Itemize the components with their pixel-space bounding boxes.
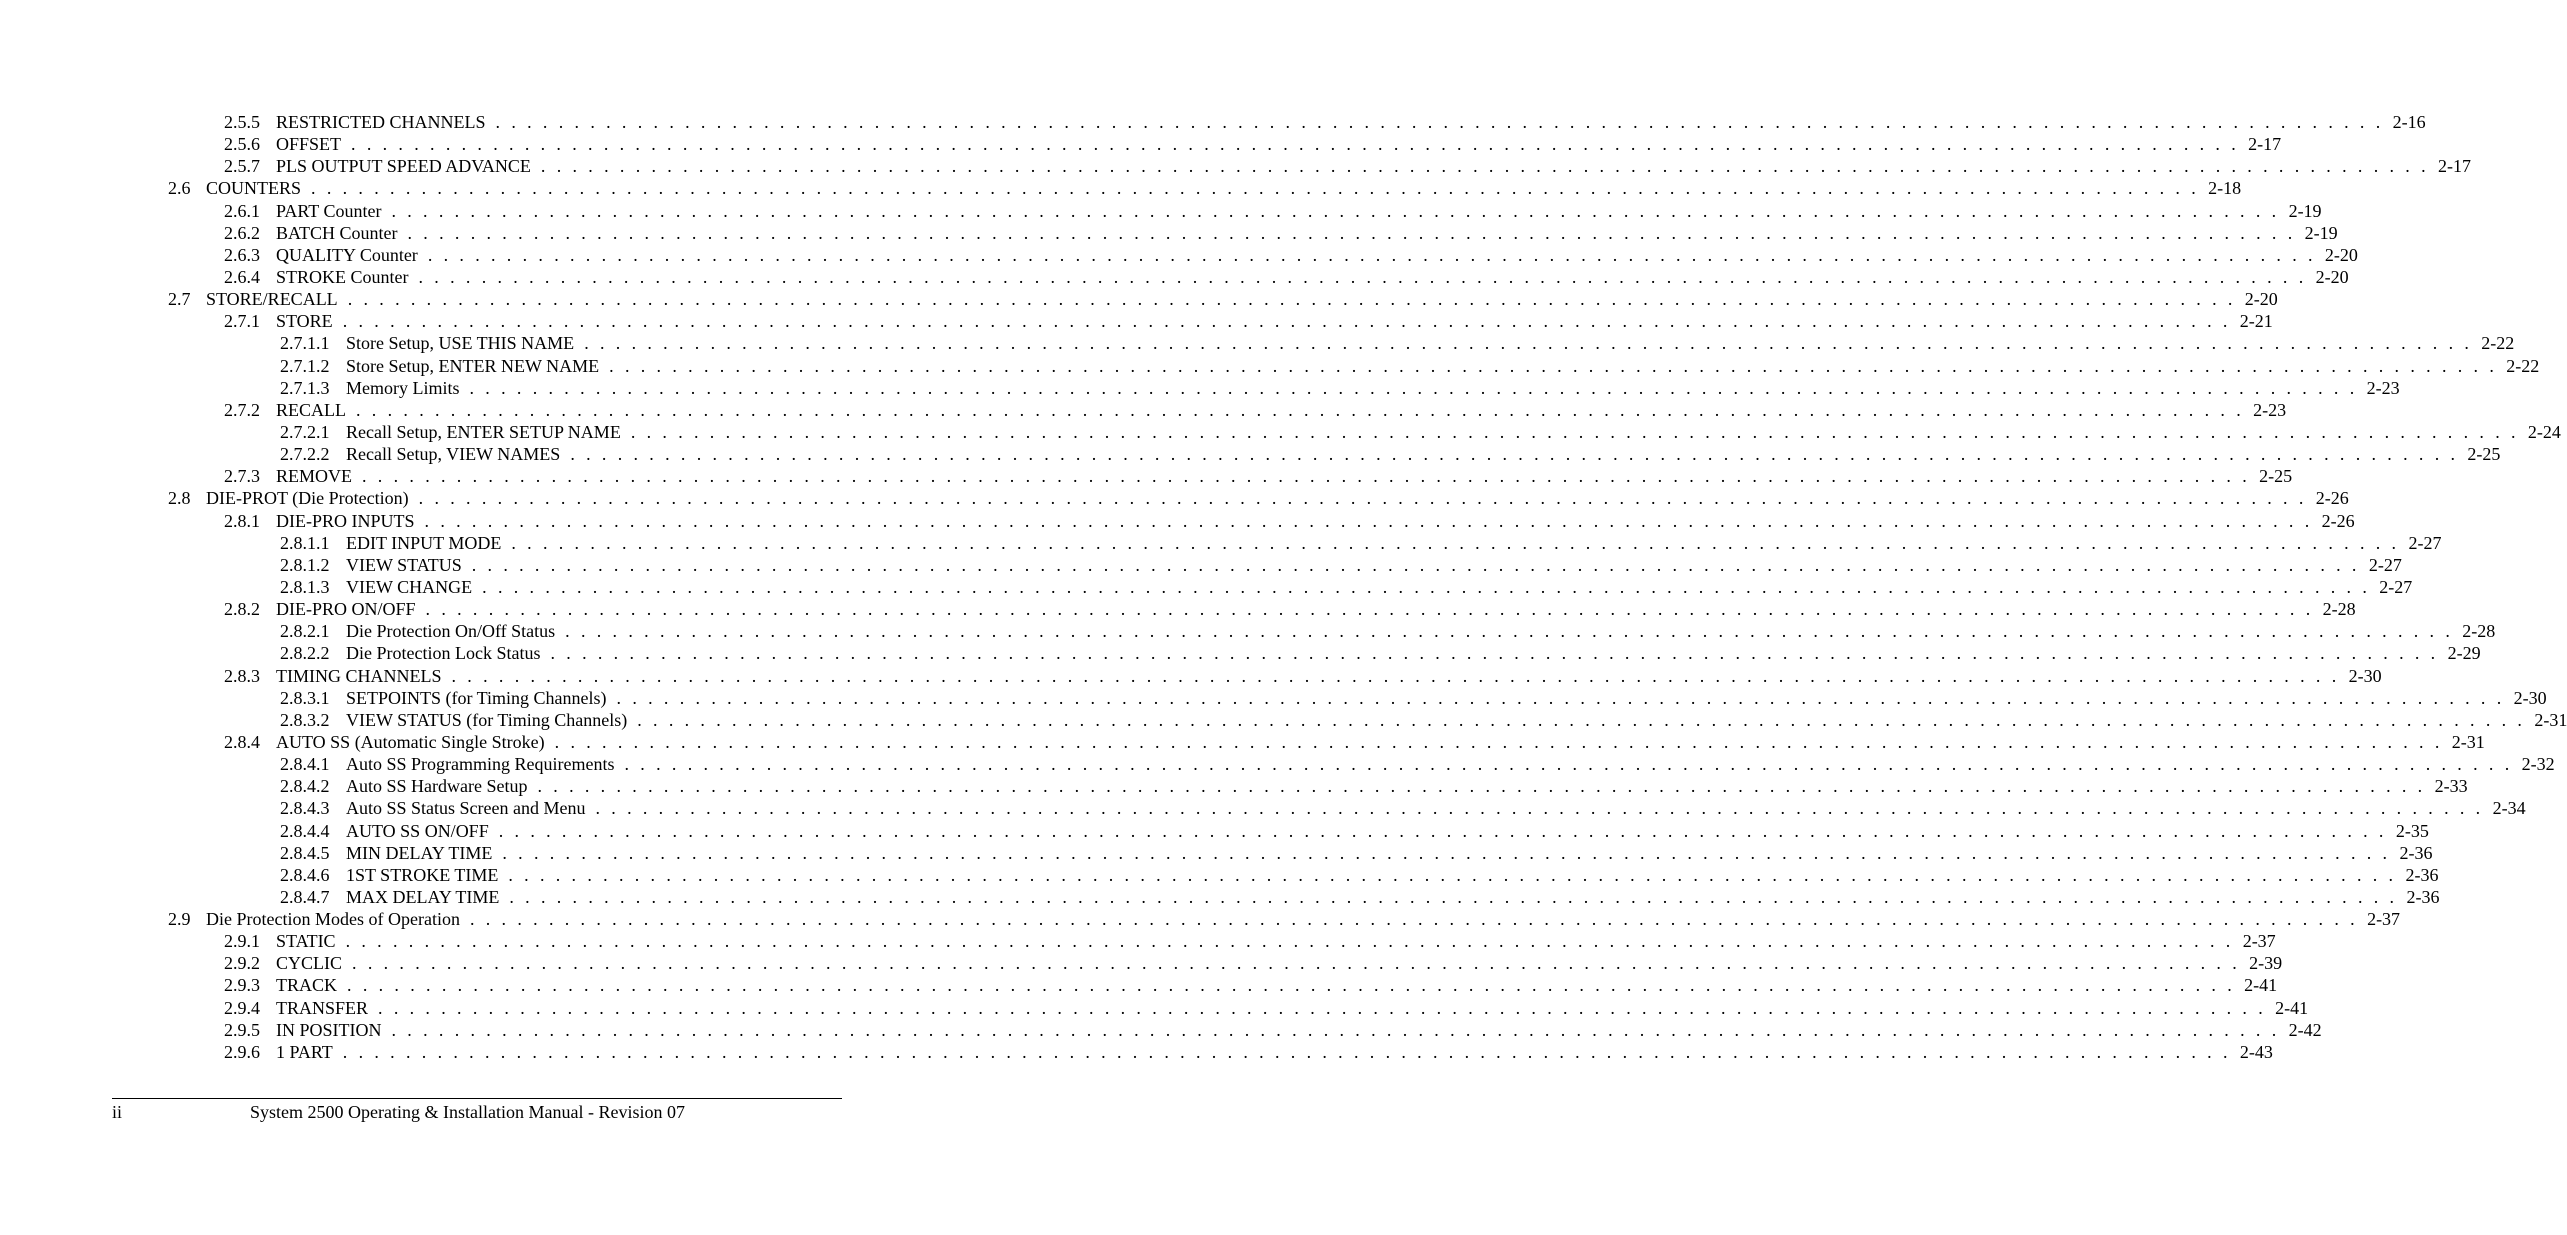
toc-page-number: 2-30	[2348, 665, 2382, 686]
toc-section-number: 2.9	[168, 909, 191, 930]
toc-entry[interactable]	[0, 908, 2401, 930]
toc-entry-line	[224, 731, 2485, 753]
toc-section-number: 2.7.1.3	[280, 377, 330, 398]
toc-section-number: 2.5.5	[224, 112, 260, 132]
toc-section-number: 2.8.1.3	[280, 576, 330, 597]
toc-entry-line	[168, 908, 2401, 930]
toc-page-number: 2-31	[2534, 709, 2567, 730]
toc-entry[interactable]	[0, 642, 2481, 664]
toc-entry-line	[224, 310, 2273, 332]
toc-section-title: Store Setup, USE THIS NAME	[346, 333, 575, 354]
toc-section-number: 2.8.2	[224, 599, 260, 620]
toc-section-title: Recall Setup, ENTER SETUP NAME	[346, 421, 621, 442]
toc-section-title: Store Setup, ENTER NEW NAME	[346, 355, 600, 376]
toc-dot-leader: . . . . . . . . . . . . . . . . . . . . . . . . . . . . . . . . . . . . . . . . . . . . . . . . . . . . . . . . . . . . . . . . . . . . . . . . . . . . . . . . . . . . . . . . . . . . . . . . . . . . . . . . . . . . . . . . . . . . . . . .	[540, 156, 2429, 177]
toc-page-number: 2-17	[2438, 156, 2471, 177]
toc-section-title: CYCLIC	[276, 953, 343, 974]
toc-section-title: RESTRICTED CHANNELS	[276, 112, 486, 132]
toc-section-title: MIN DELAY TIME	[346, 842, 493, 863]
toc-entry-line	[280, 620, 2496, 642]
toc-entry-line	[224, 222, 2338, 244]
toc-section-number: 2.9.4	[224, 997, 260, 1018]
footer-page-number: ii	[112, 1102, 123, 1122]
toc-dot-leader: . . . . . . . . . . . . . . . . . . . . . . . . . . . . . . . . . . . . . . . . . . . . . . . . . . . . . . . . . . . . . . . . . . . . . . . . . . . . . . . . . . . . . . . . . . . . . . . . . . . . . . . . . . . . . . . . . . . . . . . .	[356, 399, 2245, 420]
toc-dot-leader: . . . . . . . . . . . . . . . . . . . . . . . . . . . . . . . . . . . . . . . . . . . . . . . . . . . . . . . . . . . . . . . . . . . . . . . . . . . . . . . . . . . . . . . . . . . . . . . . . . . . . . . . . . . . . . . . . . . . . . . .	[391, 200, 2280, 221]
toc-entry[interactable]	[0, 864, 2439, 886]
toc-entry[interactable]	[0, 355, 2540, 377]
toc-section-title: Auto SS Hardware Setup	[346, 776, 528, 797]
footer-rule	[112, 1098, 842, 1099]
toc-page-number: 2-26	[2315, 488, 2349, 509]
toc-section-title: 1 PART	[276, 1041, 333, 1062]
toc-section-number: 2.6	[168, 178, 191, 199]
toc-dot-leader: . . . . . . . . . . . . . . . . . . . . . . . . . . . . . . . . . . . . . . . . . . . . . . . . . . . . . . . . . . . . . . . . . . . . . . . . . . . . . . . . . . . . . . . . . . . . . . . . . . . . . . . . . . . . . . . . . . . . . . . .	[554, 731, 2443, 752]
toc-entry-line	[224, 399, 2287, 421]
toc-page-number: 2-22	[2481, 333, 2515, 354]
toc-section-number: 2.8.4.7	[280, 886, 330, 907]
toc-entry[interactable]	[0, 399, 2287, 421]
toc-page-number: 2-27	[2408, 532, 2442, 553]
toc-entry[interactable]	[0, 1041, 2273, 1063]
toc-entry[interactable]	[0, 288, 2278, 310]
toc-entry[interactable]	[0, 310, 2273, 332]
toc-entry[interactable]	[0, 377, 2400, 399]
toc-dot-leader: . . . . . . . . . . . . . . . . . . . . . . . . . . . . . . . . . . . . . . . . . . . . . . . . . . . . . . . . . . . . . . . . . . . . . . . . . . . . . . . . . . . . . . . . . . . . . . . . . . . . . . . . . . . . . . . . . . . . . . . .	[537, 776, 2426, 797]
toc-page-number: 2-31	[2451, 731, 2485, 752]
toc-section-title: DIE-PRO ON/OFF	[276, 599, 416, 620]
toc-section-number: 2.8.3	[224, 665, 260, 686]
toc-entry[interactable]	[0, 576, 2413, 598]
toc-page-number: 2-32	[2521, 754, 2555, 775]
toc-page-number: 2-36	[2406, 886, 2440, 907]
toc-entry[interactable]	[0, 200, 2322, 222]
toc-dot-leader: . . . . . . . . . . . . . . . . . . . . . . . . . . . . . . . . . . . . . . . . . . . . . . . . . . . . . . . . . . . . . . . . . . . . . . . . . . . . . . . . . . . . . . . . . . . . . . . . . . . . . . . . . . . . . . . . . . . . . . . .	[609, 355, 2498, 376]
toc-page-number: 2-30	[2513, 687, 2547, 708]
toc-dot-leader: . . . . . . . . . . . . . . . . . . . . . . . . . . . . . . . . . . . . . . . . . . . . . . . . . . . . . . . . . . . . . . . . . . . . . . . . . . . . . . . . . . . . . . . . . . . . . . . . . . . . . . . . . . . . . . . . . . . . . . . .	[418, 266, 2307, 287]
toc-page-number: 2-22	[2506, 355, 2540, 376]
toc-section-number: 2.7.2	[224, 399, 260, 420]
toc-page-number: 2-43	[2239, 1041, 2273, 1062]
toc-section-number: 2.6.2	[224, 222, 260, 243]
toc-section-title: MAX DELAY TIME	[346, 886, 500, 907]
toc-entry-line	[224, 111, 2426, 133]
toc-entry[interactable]	[0, 598, 2356, 620]
toc-section-title: Auto SS Programming Requirements	[346, 754, 615, 775]
toc-section-title: VIEW CHANGE	[346, 576, 473, 597]
toc-section-title: AUTO SS ON/OFF	[346, 820, 489, 841]
toc-entry-line	[224, 1019, 2322, 1041]
toc-dot-leader: . . . . . . . . . . . . . . . . . . . . . . . . . . . . . . . . . . . . . . . . . . . . . . . . . . . . . . . . . . . . . . . . . . . . . . . . . . . . . . . . . . . . . . . . . . . . . . . . . . . . . . . . . . . . . . . . . . . . . . . .	[584, 333, 2473, 354]
toc-entry[interactable]	[0, 820, 2429, 842]
toc-entry[interactable]	[0, 974, 2278, 996]
footer-document-title: System 2500 Operating & Installation Manual - Revision 07	[250, 1102, 685, 1122]
toc-section-number: 2.9.6	[224, 1041, 260, 1062]
toc-section-number: 2.8.1.2	[280, 554, 330, 575]
toc-page-number: 2-42	[2288, 1019, 2322, 1040]
toc-page-number: 2-23	[2366, 377, 2400, 398]
toc-entry[interactable]	[0, 952, 2283, 974]
toc-entry-line	[168, 177, 2242, 199]
toc-page-number: 2-19	[2288, 200, 2322, 221]
toc-entry[interactable]	[0, 532, 2442, 554]
toc-entry-line	[224, 598, 2356, 620]
toc-section-number: 2.8.2.2	[280, 643, 330, 664]
toc-entry-line	[224, 465, 2293, 487]
toc-entry-line	[280, 421, 2561, 443]
toc-section-title: COUNTERS	[206, 178, 302, 199]
toc-section-number: 2.7.1.2	[280, 355, 330, 376]
toc-page-number: 2-23	[2253, 399, 2287, 420]
toc-section-title: TRANSFER	[276, 997, 369, 1018]
toc-section-title: EDIT INPUT MODE	[346, 532, 502, 553]
toc-entry-line	[224, 997, 2309, 1019]
toc-entry-line	[280, 687, 2547, 709]
toc-entry[interactable]	[0, 930, 2276, 952]
toc-entry[interactable]	[0, 1019, 2322, 1041]
toc-entry-line	[280, 443, 2501, 465]
toc-page-number: 2-26	[2321, 510, 2355, 531]
toc-page-number: 2-29	[2447, 643, 2481, 664]
toc-dot-leader: . . . . . . . . . . . . . . . . . . . . . . . . . . . . . . . . . . . . . . . . . . . . . . . . . . . . . . . . . . . . . . . . . . . . . . . . . . . . . . . . . . . . . . . . . . . . . . . . . . . . . . . . . . . . . . . . . . . . . . . .	[451, 665, 2340, 686]
toc-section-title: 1ST STROKE TIME	[346, 864, 499, 885]
toc-section-title: Memory Limits	[346, 377, 460, 398]
toc-page-number: 2-28	[2462, 621, 2496, 642]
toc-section-title: Auto SS Status Screen and Menu	[346, 798, 586, 819]
toc-entry[interactable]	[0, 443, 2501, 465]
toc-section-title: IN POSITION	[276, 1019, 382, 1040]
toc-entry[interactable]	[0, 421, 2561, 443]
toc-section-number: 2.8.1	[224, 510, 260, 531]
toc-entry[interactable]	[0, 687, 2547, 709]
toc-entry[interactable]	[0, 797, 2526, 819]
toc-page-number: 2-36	[2405, 864, 2439, 885]
toc-dot-leader: . . . . . . . . . . . . . . . . . . . . . . . . . . . . . . . . . . . . . . . . . . . . . . . . . . . . . . . . . . . . . . . . . . . . . . . . . . . . . . . . . . . . . . . . . . . . . . . . . . . . . . . . . . . . . . . . . . . . . . . .	[378, 997, 2267, 1018]
toc-page-number: 2-19	[2304, 222, 2338, 243]
toc-entry[interactable]	[0, 177, 2242, 199]
toc-section-number: 2.8.4.1	[280, 754, 330, 775]
toc-entry-line	[280, 532, 2442, 554]
toc-page-number: 2-27	[2379, 576, 2413, 597]
toc-entry[interactable]	[0, 332, 2515, 354]
toc-dot-leader: . . . . . . . . . . . . . . . . . . . . . . . . . . . . . . . . . . . . . . . . . . . . . . . . . . . . . . . . . . . . . . . . . . . . . . . . . . . . . . . . . . . . . . . . . . . . . . . . . . . . . . . . . . . . . . . . . . . . . . . .	[469, 377, 2358, 398]
toc-entry-line	[280, 864, 2439, 886]
toc-dot-leader: . . . . . . . . . . . . . . . . . . . . . . . . . . . . . . . . . . . . . . . . . . . . . . . . . . . . . . . . . . . . . . . . . . . . . . . . . . . . . . . . . . . . . . . . . . . . . . . . . . . . . . . . . . . . . . . . . . . . . . . .	[424, 510, 2313, 531]
toc-entry[interactable]	[0, 775, 2468, 797]
toc-section-number: 2.6.4	[224, 266, 260, 287]
toc-dot-leader: . . . . . . . . . . . . . . . . . . . . . . . . . . . . . . . . . . . . . . . . . . . . . . . . . . . . . . . . . . . . . . . . . . . . . . . . . . . . . . . . . . . . . . . . . . . . . . . . . . . . . . . . . . . . . . . . . . . . . . . .	[345, 931, 2234, 952]
toc-section-title: Die Protection Lock Status	[346, 643, 541, 664]
toc-page-number: 2-34	[2492, 798, 2526, 819]
toc-entry-line	[224, 244, 2358, 266]
toc-entry[interactable]	[0, 753, 2555, 775]
toc-dot-leader: . . . . . . . . . . . . . . . . . . . . . . . . . . . . . . . . . . . . . . . . . . . . . . . . . . . . . . . . . . . . . . . . . . . . . . . . . . . . . . . . . . . . . . . . . . . . . . . . . . . . . . . . . . . . . . . . . . . . . . . .	[595, 798, 2484, 819]
toc-section-title: BATCH Counter	[276, 222, 398, 243]
toc-section-number: 2.9.3	[224, 975, 260, 996]
toc-dot-leader: . . . . . . . . . . . . . . . . . . . . . . . . . . . . . . . . . . . . . . . . . . . . . . . . . . . . . . . . . . . . . . . . . . . . . . . . . . . . . . . . . . . . . . . . . . . . . . . . . . . . . . . . . . . . . . . . . . . . . . . .	[342, 311, 2231, 332]
toc-entry[interactable]	[0, 554, 2402, 576]
toc-section-number: 2.7.2.1	[280, 421, 330, 442]
toc-entry-line	[280, 820, 2429, 842]
toc-section-title: DIE-PROT (Die Protection)	[206, 488, 409, 509]
toc-dot-leader: . . . . . . . . . . . . . . . . . . . . . . . . . . . . . . . . . . . . . . . . . . . . . . . . . . . . . . . . . . . . . . . . . . . . . . . . . . . . . . . . . . . . . . . . . . . . . . . . . . . . . . . . . . . . . . . . . . . . . . . .	[391, 1019, 2280, 1040]
toc-entry-line	[280, 753, 2555, 775]
toc-dot-leader: . . . . . . . . . . . . . . . . . . . . . . . . . . . . . . . . . . . . . . . . . . . . . . . . . . . . . . . . . . . . . . . . . . . . . . . . . . . . . . . . . . . . . . . . . . . . . . . . . . . . . . . . . . . . . . . . . . . . . . . .	[352, 953, 2241, 974]
toc-entry-line	[280, 842, 2433, 864]
toc-section-number: 2.8.4.5	[280, 842, 330, 863]
toc-section-number: 2.8.3.2	[280, 709, 330, 730]
toc-section-title: STATIC	[276, 931, 336, 952]
toc-dot-leader: . . . . . . . . . . . . . . . . . . . . . . . . . . . . . . . . . . . . . . . . . . . . . . . . . . . . . . . . . . . . . . . . . . . . . . . . . . . . . . . . . . . . . . . . . . . . . . . . . . . . . . . . . . . . . . . . . . . . . . . .	[362, 466, 2251, 487]
toc-section-number: 2.8	[168, 488, 191, 509]
toc-dot-leader: . . . . . . . . . . . . . . . . . . . . . . . . . . . . . . . . . . . . . . . . . . . . . . . . . . . . . . . . . . . . . . . . . . . . . . . . . . . . . . . . . . . . . . . . . . . . . . . . . . . . . . . . . . . . . . . . . . . . . . . .	[347, 289, 2236, 310]
toc-entry[interactable]	[0, 266, 2349, 288]
toc-section-number: 2.7.1	[224, 311, 260, 332]
toc-page-number: 2-24	[2527, 421, 2561, 442]
toc-dot-leader: . . . . . . . . . . . . . . . . . . . . . . . . . . . . . . . . . . . . . . . . . . . . . . . . . . . . . . . . . . . . . . . . . . . . . . . . . . . . . . . . . . . . . . . . . . . . . . . . . . . . . . . . . . . . . . . . . . . . . . . .	[550, 643, 2439, 664]
toc-dot-leader: . . . . . . . . . . . . . . . . . . . . . . . . . . . . . . . . . . . . . . . . . . . . . . . . . . . . . . . . . . . . . . . . . . . . . . . . . . . . . . . . . . . . . . . . . . . . . . . . . . . . . . . . . . . . . . . . . . . . . . . .	[469, 909, 2359, 930]
toc-entry-line	[224, 510, 2355, 532]
toc-section-title: QUALITY Counter	[276, 244, 418, 265]
toc-entry[interactable]	[0, 665, 2382, 687]
toc-page-number: 2-16	[2392, 112, 2426, 132]
toc-dot-leader: . . . . . . . . . . . . . . . . . . . . . . . . . . . . . . . . . . . . . . . . . . . . . . . . . . . . . . . . . . . . . . . . . . . . . . . . . . . . . . . . . . . . . . . . . . . . . . . . . . . . . . . . . . . . . . . . . . . . . . . .	[624, 754, 2513, 775]
toc-dot-leader: . . . . . . . . . . . . . . . . . . . . . . . . . . . . . . . . . . . . . . . . . . . . . . . . . . . . . . . . . . . . . . . . . . . . . . . . . . . . . . . . . . . . . . . . . . . . . . . . . . . . . . . . . . . . . . . . . . . . . . . .	[565, 621, 2454, 642]
toc-entry-line	[280, 886, 2440, 908]
toc-dot-leader: . . . . . . . . . . . . . . . . . . . . . . . . . . . . . . . . . . . . . . . . . . . . . . . . . . . . . . . . . . . . . . . . . . . . . . . . . . . . . . . . . . . . . . . . . . . . . . . . . . . . . . . . . . . . . . . . . . . . . . . .	[509, 886, 2398, 907]
toc-entry[interactable]	[0, 133, 2282, 155]
toc-page-number: 2-33	[2434, 776, 2468, 797]
toc-entry-line	[280, 576, 2413, 598]
toc-dot-leader: . . . . . . . . . . . . . . . . . . . . . . . . . . . . . . . . . . . . . . . . . . . . . . . . . . . . . . . . . . . . . . . . . . . . . . . . . . . . . . . . . . . . . . . . . . . . . . . . . . . . . . . . . . . . . . . . . . . . . . . .	[427, 244, 2316, 265]
toc-dot-leader: . . . . . . . . . . . . . . . . . . . . . . . . . . . . . . . . . . . . . . . . . . . . . . . . . . . . . . . . . . . . . . . . . . . . . . . . . . . . . . . . . . . . . . . . . . . . . . . . . . . . . . . . . . . . . . . . . . . . . . . .	[630, 421, 2519, 442]
toc-page-number: 2-28	[2322, 599, 2356, 620]
toc-entry-line	[168, 288, 2278, 310]
toc-page-number: 2-37	[2367, 909, 2401, 930]
toc-dot-leader: . . . . . . . . . . . . . . . . . . . . . . . . . . . . . . . . . . . . . . . . . . . . . . . . . . . . . . . . . . . . . . . . . . . . . . . . . . . . . . . . . . . . . . . . . . . . . . . . . . . . . . . . . . . . . . . . . . . . . . . .	[637, 709, 2526, 730]
toc-entry-line	[224, 665, 2382, 687]
toc-page-number: 2-37	[2242, 931, 2276, 952]
toc-entry-line	[224, 266, 2349, 288]
toc-section-number: 2.6.1	[224, 200, 260, 221]
toc-section-number: 2.6.3	[224, 244, 260, 265]
toc-entry-line	[224, 200, 2322, 222]
toc-dot-leader: . . . . . . . . . . . . . . . . . . . . . . . . . . . . . . . . . . . . . . . . . . . . . . . . . . . . . . . . . . . . . . . . . . . . . . . . . . . . . . . . . . . . . . . . . . . . . . . . . . . . . . . . . . . . . . . . . . . . . . . .	[502, 842, 2391, 863]
toc-page-number: 2-17	[2248, 134, 2282, 155]
toc-page-number: 2-25	[2259, 466, 2293, 487]
toc-section-number: 2.9.2	[224, 953, 260, 974]
toc-section-title: SETPOINTS (for Timing Channels)	[346, 687, 607, 708]
toc-section-number: 2.8.4	[224, 731, 260, 752]
toc-dot-leader: . . . . . . . . . . . . . . . . . . . . . . . . . . . . . . . . . . . . . . . . . . . . . . . . . . . . . . . . . . . . . . . . . . . . . . . . . . . . . . . . . . . . . . . . . . . . . . . . . . . . . . . . . . . . . . . . . . . . . . . .	[418, 488, 2307, 509]
toc-section-title: DIE-PRO INPUTS	[276, 510, 415, 531]
toc-section-number: 2.9.1	[224, 931, 260, 952]
toc-section-number: 2.8.4.4	[280, 820, 330, 841]
toc-page-number: 2-27	[2368, 554, 2402, 575]
toc-section-title: STROKE Counter	[276, 266, 409, 287]
toc-section-title: VIEW STATUS (for Timing Channels)	[346, 709, 628, 730]
toc-section-title: Die Protection Modes of Operation	[206, 909, 460, 930]
toc-entry-line	[224, 1041, 2273, 1063]
toc-dot-leader: . . . . . . . . . . . . . . . . . . . . . . . . . . . . . . . . . . . . . . . . . . . . . . . . . . . . . . . . . . . . . . . . . . . . . . . . . . . . . . . . . . . . . . . . . . . . . . . . . . . . . . . . . . . . . . . . . . . . . . . .	[407, 222, 2296, 243]
toc-entry[interactable]	[0, 886, 2440, 908]
toc-page-number: 2-20	[2324, 244, 2358, 265]
toc-section-title: Die Protection On/Off Status	[346, 621, 556, 642]
toc-entry-line	[280, 775, 2468, 797]
toc-entry[interactable]	[0, 731, 2485, 753]
toc-section-title: STORE/RECALL	[206, 289, 338, 310]
toc-entry[interactable]	[0, 487, 2349, 509]
toc-dot-leader: . . . . . . . . . . . . . . . . . . . . . . . . . . . . . . . . . . . . . . . . . . . . . . . . . . . . . . . . . . . . . . . . . . . . . . . . . . . . . . . . . . . . . . . . . . . . . . . . . . . . . . . . . . . . . . . . . . . . . . . .	[511, 532, 2400, 553]
toc-entry[interactable]	[0, 510, 2355, 532]
toc-entry[interactable]	[0, 709, 2567, 731]
toc-entry-line	[224, 952, 2283, 974]
toc-page-number: 2-25	[2467, 444, 2501, 465]
table-of-contents	[0, 111, 2567, 1063]
toc-entry[interactable]	[0, 111, 2426, 133]
toc-entry-line	[280, 642, 2481, 664]
toc-entry[interactable]	[0, 465, 2293, 487]
toc-section-title: PART Counter	[276, 200, 382, 221]
toc-dot-leader: . . . . . . . . . . . . . . . . . . . . . . . . . . . . . . . . . . . . . . . . . . . . . . . . . . . . . . . . . . . . . . . . . . . . . . . . . . . . . . . . . . . . . . . . . . . . . . . . . . . . . . . . . . . . . . . . . . . . . . . .	[311, 178, 2200, 199]
toc-section-title: RECALL	[276, 399, 346, 420]
toc-section-title: Recall Setup, VIEW NAMES	[346, 444, 561, 465]
toc-dot-leader: . . . . . . . . . . . . . . . . . . . . . . . . . . . . . . . . . . . . . . . . . . . . . . . . . . . . . . . . . . . . . . . . . . . . . . . . . . . . . . . . . . . . . . . . . . . . . . . . . . . . . . . . . . . . . . . . . . . . . . . .	[425, 599, 2314, 620]
toc-page-number: 2-39	[2249, 953, 2283, 974]
toc-section-title: PLS OUTPUT SPEED ADVANCE	[276, 156, 531, 177]
toc-section-number: 2.5.6	[224, 134, 260, 155]
toc-page-number: 2-35	[2395, 820, 2429, 841]
toc-dot-leader: . . . . . . . . . . . . . . . . . . . . . . . . . . . . . . . . . . . . . . . . . . . . . . . . . . . . . . . . . . . . . . . . . . . . . . . . . . . . . . . . . . . . . . . . . . . . . . . . . . . . . . . . . . . . . . . . . . . . . . . .	[508, 864, 2397, 885]
toc-entry-line	[280, 554, 2402, 576]
toc-section-number: 2.8.3.1	[280, 687, 330, 708]
toc-page-number: 2-41	[2275, 997, 2309, 1018]
toc-section-number: 2.8.4.3	[280, 798, 330, 819]
toc-entry-line	[168, 487, 2349, 509]
toc-section-title: TIMING CHANNELS	[276, 665, 442, 686]
toc-entry[interactable]	[0, 155, 2471, 177]
toc-page-number: 2-20	[2244, 289, 2278, 310]
toc-section-title: TRACK	[276, 975, 338, 996]
toc-dot-leader: . . . . . . . . . . . . . . . . . . . . . . . . . . . . . . . . . . . . . . . . . . . . . . . . . . . . . . . . . . . . . . . . . . . . . . . . . . . . . . . . . . . . . . . . . . . . . . . . . . . . . . . . . . . . . . . . . . . . . . . .	[342, 1041, 2231, 1062]
toc-section-number: 2.7.1.1	[280, 333, 330, 354]
toc-page-number: 2-36	[2399, 842, 2433, 863]
toc-section-title: OFFSET	[276, 134, 342, 155]
toc-dot-leader: . . . . . . . . . . . . . . . . . . . . . . . . . . . . . . . . . . . . . . . . . . . . . . . . . . . . . . . . . . . . . . . . . . . . . . . . . . . . . . . . . . . . . . . . . . . . . . . . . . . . . . . . . . . . . . . . . . . . . . . .	[570, 444, 2459, 465]
toc-section-number: 2.7	[168, 289, 191, 310]
toc-entry[interactable]	[0, 997, 2309, 1019]
toc-entry-line	[280, 377, 2400, 399]
toc-dot-leader: . . . . . . . . . . . . . . . . . . . . . . . . . . . . . . . . . . . . . . . . . . . . . . . . . . . . . . . . . . . . . . . . . . . . . . . . . . . . . . . . . . . . . . . . . . . . . . . . . . . . . . . . . . . . . . . . . . . . . . . .	[495, 112, 2384, 132]
toc-entry-line	[280, 332, 2515, 354]
toc-section-title: REMOVE	[276, 466, 352, 487]
toc-page-number: 2-41	[2244, 975, 2278, 996]
toc-entry[interactable]	[0, 222, 2338, 244]
toc-section-number: 2.8.1.1	[280, 532, 330, 553]
toc-entry-line	[224, 974, 2278, 996]
toc-entry-line	[224, 155, 2471, 177]
toc-dot-leader: . . . . . . . . . . . . . . . . . . . . . . . . . . . . . . . . . . . . . . . . . . . . . . . . . . . . . . . . . . . . . . . . . . . . . . . . . . . . . . . . . . . . . . . . . . . . . . . . . . . . . . . . . . . . . . . . . . . . . . . .	[482, 576, 2371, 597]
toc-page-number: 2-20	[2315, 266, 2349, 287]
toc-section-number: 2.8.4.6	[280, 864, 330, 885]
toc-dot-leader: . . . . . . . . . . . . . . . . . . . . . . . . . . . . . . . . . . . . . . . . . . . . . . . . . . . . . . . . . . . . . . . . . . . . . . . . . . . . . . . . . . . . . . . . . . . . . . . . . . . . . . . . . . . . . . . . . . . . . . . .	[498, 820, 2387, 841]
toc-section-number: 2.7.3	[224, 466, 260, 487]
toc-entry-line	[280, 355, 2540, 377]
toc-section-number: 2.8.2.1	[280, 621, 330, 642]
toc-section-number: 2.5.7	[224, 156, 260, 177]
toc-entry[interactable]	[0, 842, 2433, 864]
toc-entry[interactable]	[0, 244, 2358, 266]
toc-section-title: AUTO SS (Automatic Single Stroke)	[276, 731, 545, 752]
toc-entry-line	[280, 797, 2526, 819]
toc-dot-leader: . . . . . . . . . . . . . . . . . . . . . . . . . . . . . . . . . . . . . . . . . . . . . . . . . . . . . . . . . . . . . . . . . . . . . . . . . . . . . . . . . . . . . . . . . . . . . . . . . . . . . . . . . . . . . . . . . . . . . . . .	[351, 134, 2240, 155]
toc-dot-leader: . . . . . . . . . . . . . . . . . . . . . . . . . . . . . . . . . . . . . . . . . . . . . . . . . . . . . . . . . . . . . . . . . . . . . . . . . . . . . . . . . . . . . . . . . . . . . . . . . . . . . . . . . . . . . . . . . . . . . . . .	[616, 687, 2505, 708]
toc-section-number: 2.8.4.2	[280, 776, 330, 797]
toc-entry[interactable]	[0, 620, 2496, 642]
toc-entry-line	[224, 930, 2276, 952]
toc-dot-leader: . . . . . . . . . . . . . . . . . . . . . . . . . . . . . . . . . . . . . . . . . . . . . . . . . . . . . . . . . . . . . . . . . . . . . . . . . . . . . . . . . . . . . . . . . . . . . . . . . . . . . . . . . . . . . . . . . . . . . . . .	[471, 554, 2360, 575]
toc-page-number: 2-18	[2208, 178, 2242, 199]
toc-entry-line	[280, 709, 2567, 731]
toc-section-number: 2.7.2.2	[280, 444, 330, 465]
toc-page-number: 2-21	[2239, 311, 2273, 332]
toc-dot-leader: . . . . . . . . . . . . . . . . . . . . . . . . . . . . . . . . . . . . . . . . . . . . . . . . . . . . . . . . . . . . . . . . . . . . . . . . . . . . . . . . . . . . . . . . . . . . . . . . . . . . . . . . . . . . . . . . . . . . . . . .	[347, 975, 2236, 996]
toc-section-number: 2.9.5	[224, 1019, 260, 1040]
toc-entry-line	[224, 133, 2282, 155]
toc-section-title: VIEW STATUS	[346, 554, 462, 575]
toc-section-title: STORE	[276, 311, 333, 332]
